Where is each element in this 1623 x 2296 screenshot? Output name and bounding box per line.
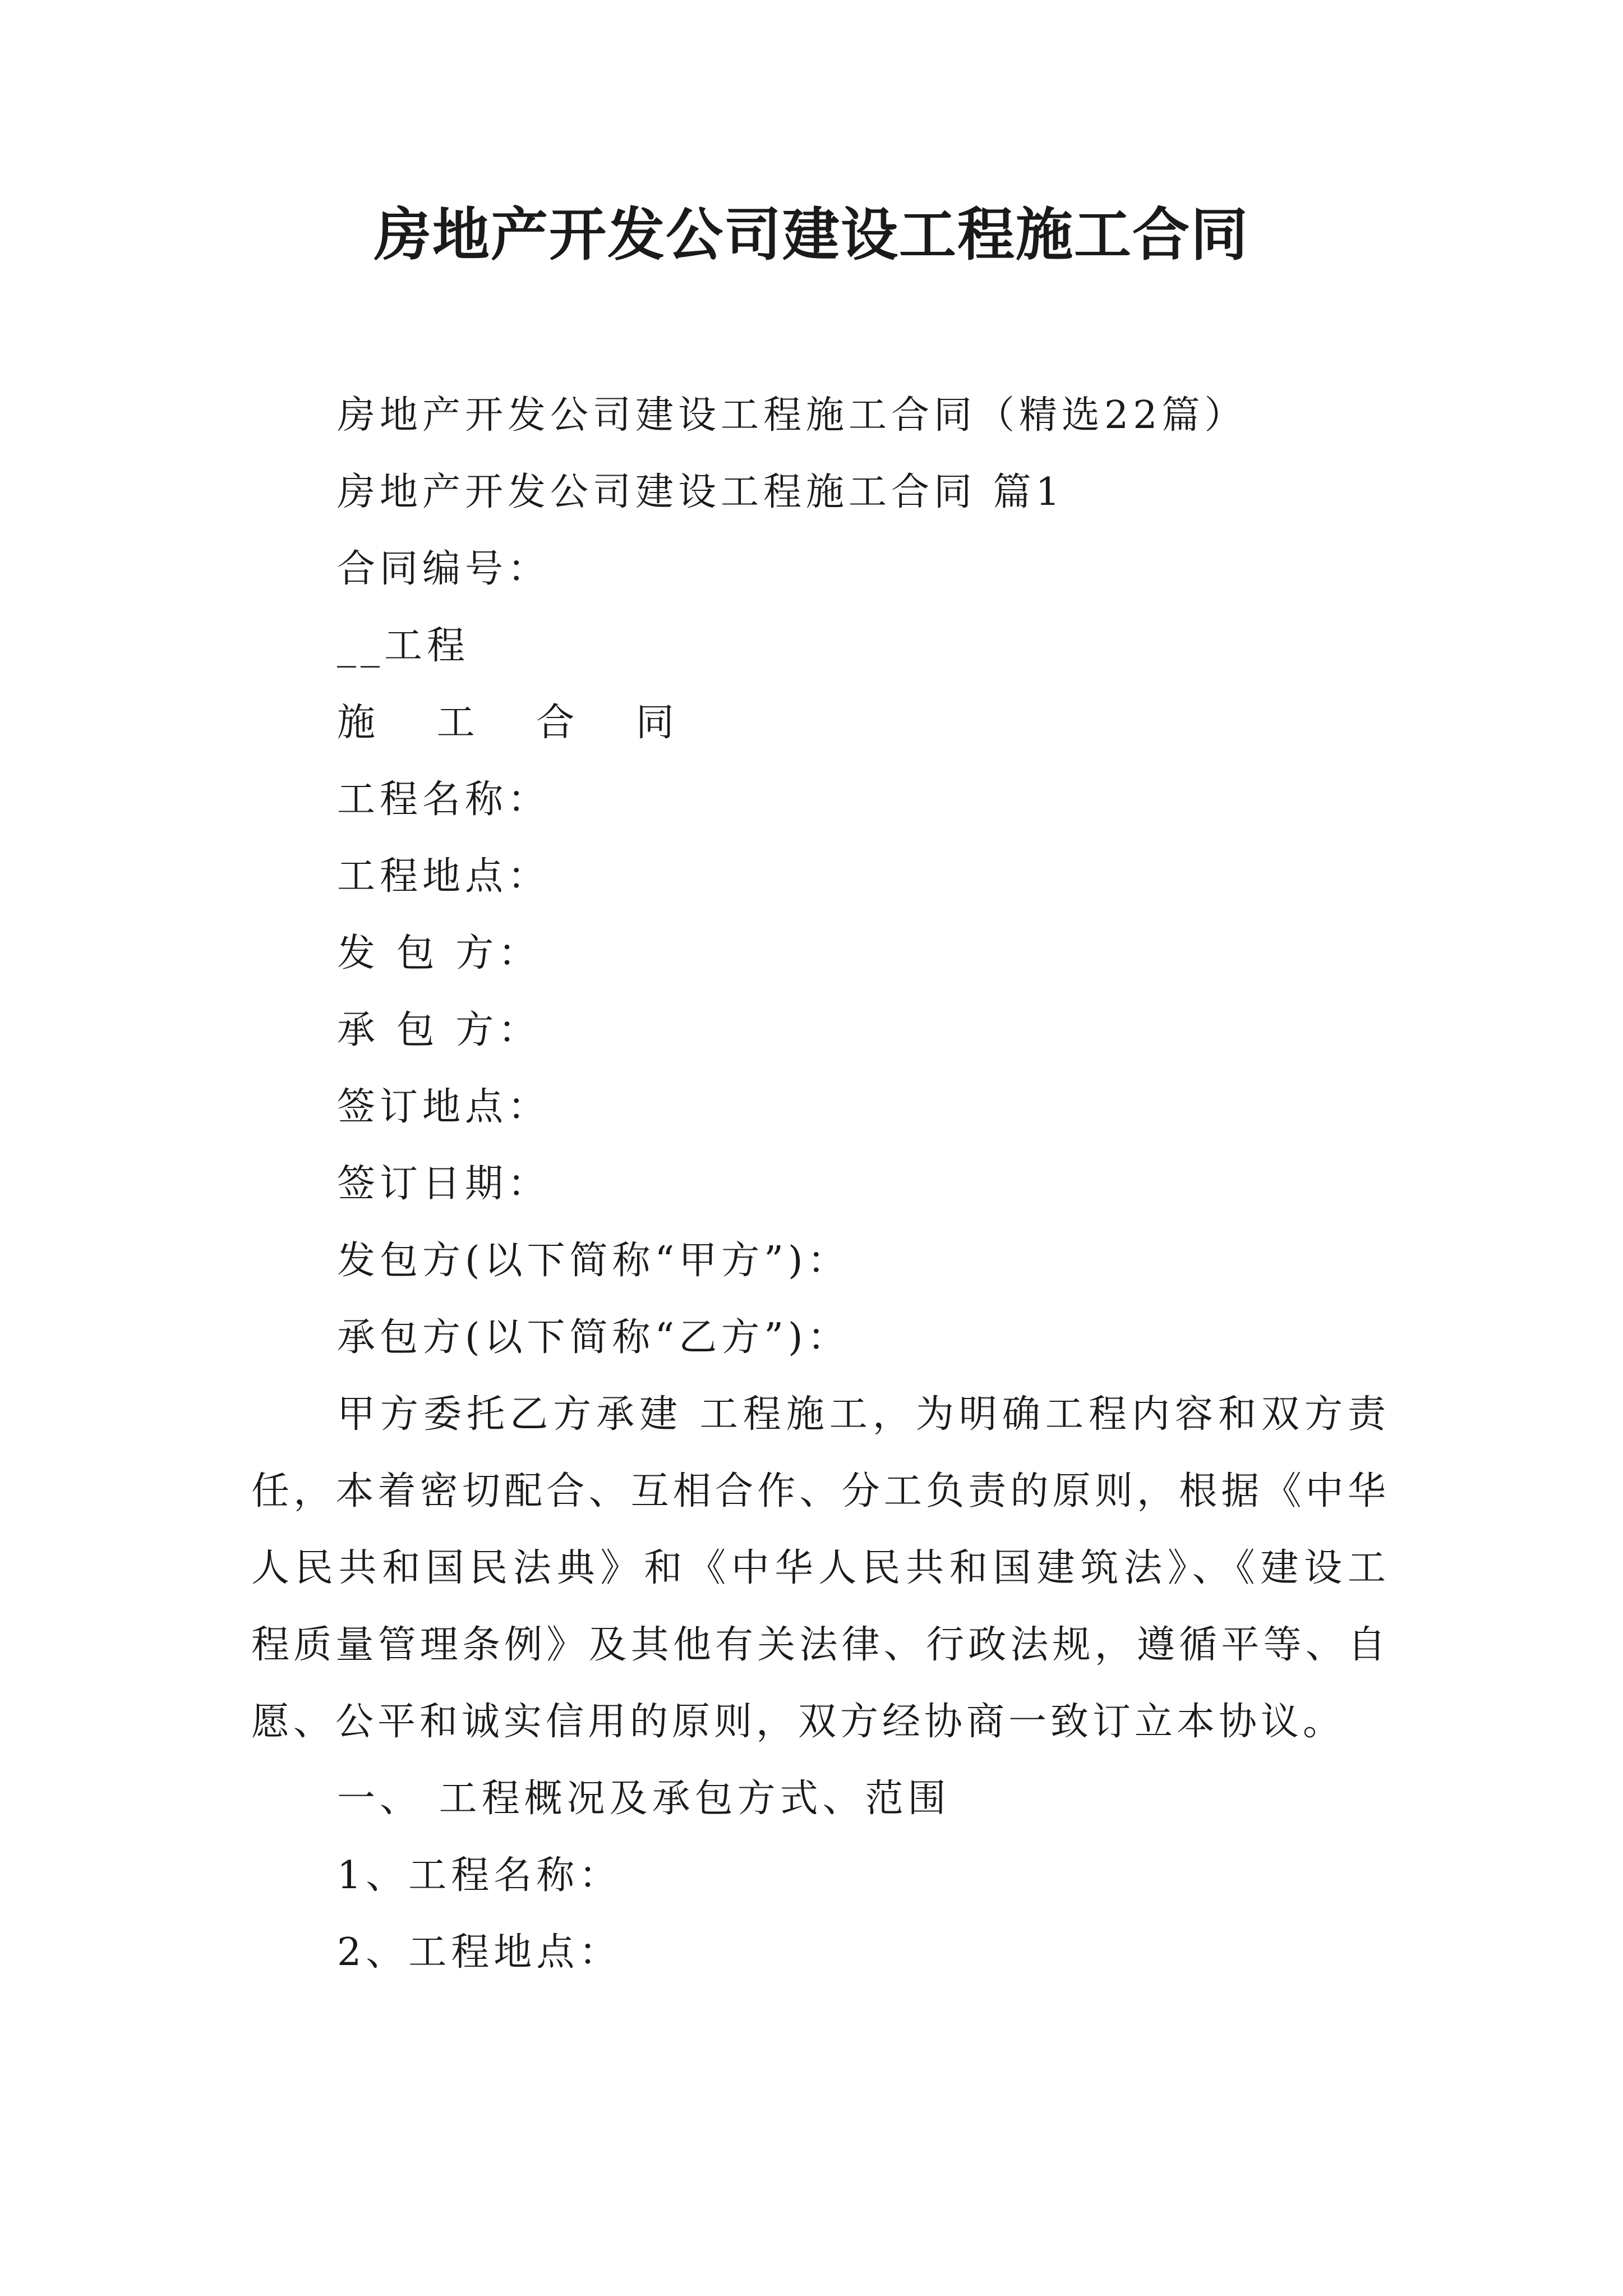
project-location-line: 工程地点： (337, 854, 551, 899)
contract-number-line: 合同编号： (337, 547, 551, 591)
construction-contract-line: 施 工 合 同 (337, 701, 699, 745)
chapter-heading: 房地产开发公司建设工程施工合同 篇1 (337, 470, 1064, 514)
project-name-blank-line: __工程 (337, 624, 470, 668)
agreement-paragraph: 甲方委托乙方承建 工程施工，为明确工程内容和双方责任，本着密切配合、互相合作、分工负责的原则，根据《中华人民共和国民法典》和《中华人民共和国建筑法》、《建设工程质量管理条例》及其他有关法律、行政法规，遵循平等、自愿、公平和诚实信用的原则，双方经协商一致订立本协议。 (251, 1392, 1390, 1744)
signing-date-line: 签订日期： (337, 1162, 551, 1206)
subtitle-line: 房地产开发公司建设工程施工合同（精选22篇） (337, 393, 1247, 438)
employer-line: 发 包 方： (337, 931, 541, 976)
party-b-line: 承包方(以下简称“乙方”)： (337, 1315, 850, 1360)
contractor-line: 承 包 方： (337, 1008, 541, 1052)
document-body (251, 377, 1390, 1991)
party-a-line: 发包方(以下简称“甲方”)： (337, 1239, 850, 1283)
document-title: 房地产开发公司建设工程施工合同 (374, 202, 1249, 269)
project-name-line: 工程名称： (337, 777, 551, 822)
list-item: 1、工程名称： (337, 1853, 622, 1898)
signing-place-line: 签订地点： (337, 1085, 551, 1129)
list-item: 2、工程地点： (337, 1930, 622, 1975)
section-heading: 一、 工程概况及承包方式、范围 (337, 1777, 951, 1821)
